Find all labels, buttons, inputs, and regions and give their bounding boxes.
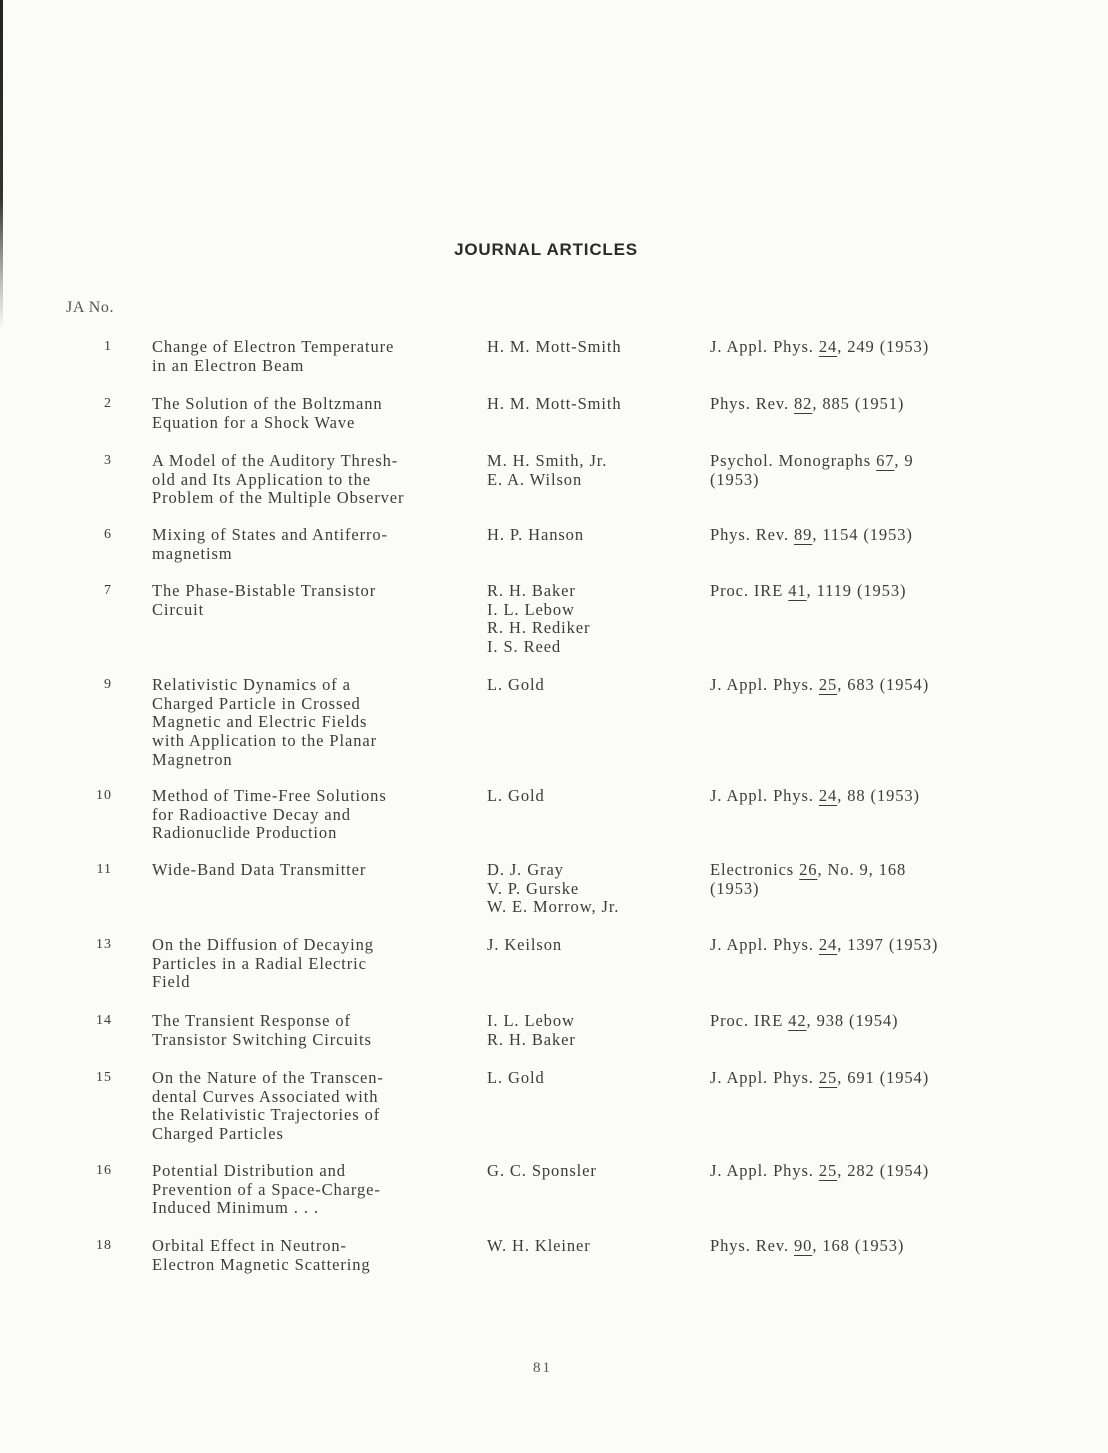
article-title: Wide-Band Data Transmitter	[152, 860, 367, 879]
article-authors: D. J. Gray V. P. Gurske W. E. Morrow, Jr.	[487, 860, 620, 917]
journal-name: Phys. Rev.	[710, 525, 789, 544]
citation-pages-year: , 9 (1953)	[710, 451, 914, 489]
article-citation	[710, 1237, 1010, 1256]
journal-name: J. Appl. Phys.	[710, 935, 814, 954]
journal-volume: 82	[794, 394, 813, 413]
article-title: On the Nature of the Transcen- dental Curves Associated with the Relativistic Trajectories of Charged Particles	[152, 1068, 384, 1144]
article-authors: W. H. Kleiner	[487, 1236, 591, 1255]
scan-edge-mark	[0, 0, 3, 330]
citation-pages-year: , 683 (1954)	[837, 675, 930, 694]
article-authors: H. P. Hanson	[487, 525, 584, 544]
journal-name: Proc. IRE	[710, 581, 784, 600]
article-title: The Solution of the Boltzmann Equation for a Shock Wave	[152, 394, 383, 432]
page-heading: JOURNAL ARTICLES	[454, 240, 638, 259]
ja-number: 3	[104, 453, 112, 468]
article-authors: M. H. Smith, Jr. E. A. Wilson	[487, 451, 608, 489]
journal-volume: 24	[818, 786, 838, 805]
article-title: Change of Electron Temperature in an Electron Beam	[152, 337, 395, 375]
article-title: A Model of the Auditory Thresh- old and Its Application to the Problem of the Multiple Observer	[152, 451, 405, 508]
journal-volume: 24	[818, 337, 838, 356]
journal-name: Electronics	[710, 860, 795, 879]
article-authors: J. Keilson	[487, 935, 562, 954]
article-citation	[710, 582, 1010, 601]
journal-name: J. Appl. Phys.	[710, 1161, 814, 1180]
article-citation	[710, 338, 1010, 357]
ja-number: 13	[96, 937, 112, 952]
article-authors: H. M. Mott-Smith	[487, 394, 622, 413]
citation-pages-year: , 938 (1954)	[806, 1011, 899, 1030]
journal-name: Psychol. Monographs	[710, 451, 872, 470]
citation-pages-year: , 1397 (1953)	[837, 935, 939, 954]
citation-pages-year: , 1154 (1953)	[812, 525, 913, 544]
journal-volume: 67	[876, 451, 895, 470]
citation-pages-year: , 885 (1951)	[812, 394, 905, 413]
article-title: The Phase-Bistable Transistor Circuit	[152, 581, 377, 619]
journal-name: Proc. IRE	[710, 1011, 784, 1030]
article-citation	[710, 1069, 1010, 1088]
article-authors: H. M. Mott-Smith	[487, 337, 622, 356]
page-number: 81	[533, 1360, 552, 1376]
article-citation	[710, 452, 1010, 489]
article-citation	[710, 861, 1010, 898]
citation-pages-year: , 249 (1953)	[837, 337, 930, 356]
article-citation	[710, 526, 1010, 545]
ja-number: 10	[96, 788, 112, 803]
journal-volume: 89	[794, 525, 813, 544]
article-title: Method of Time-Free Solutions for Radioactive Decay and Radionuclide Production	[152, 786, 387, 843]
article-title: Potential Distribution and Prevention of a Space-Charge- Induced Minimum . . .	[152, 1161, 381, 1218]
journal-volume: 41	[788, 581, 807, 600]
ja-number: 9	[104, 677, 112, 692]
journal-name: J. Appl. Phys.	[710, 337, 814, 356]
article-title: The Transient Response of Transistor Switching Circuits	[152, 1011, 372, 1049]
ja-number: 6	[104, 527, 112, 542]
citation-pages-year: , No. 9, 168 (1953)	[710, 860, 907, 898]
journal-volume: 25	[818, 1068, 838, 1087]
journal-volume: 25	[818, 675, 838, 694]
ja-number: 2	[104, 396, 112, 411]
article-title: On the Diffusion of Decaying Particles in a Radial Electric Field	[152, 935, 374, 992]
journal-name: Phys. Rev.	[710, 394, 789, 413]
article-title: Relativistic Dynamics of a Charged Particle in Crossed Magnetic and Electric Fields with Application to the Planar Magnetron	[152, 675, 377, 769]
journal-volume: 25	[818, 1161, 838, 1180]
journal-volume: 24	[818, 935, 838, 954]
article-citation	[710, 936, 1010, 955]
citation-pages-year: , 691 (1954)	[837, 1068, 930, 1087]
article-authors: I. L. Lebow R. H. Baker	[487, 1011, 576, 1049]
citation-pages-year: , 282 (1954)	[837, 1161, 930, 1180]
citation-pages-year: , 1119 (1953)	[806, 581, 907, 600]
ja-number: 16	[96, 1163, 112, 1178]
article-citation	[710, 1012, 1010, 1031]
journal-name: Phys. Rev.	[710, 1236, 789, 1255]
article-citation	[710, 676, 1010, 695]
journal-name: J. Appl. Phys.	[710, 1068, 814, 1087]
citation-pages-year: , 168 (1953)	[812, 1236, 905, 1255]
citation-pages-year: , 88 (1953)	[837, 786, 920, 805]
article-citation	[710, 787, 1010, 806]
journal-volume: 26	[799, 860, 818, 879]
ja-number: 1	[104, 339, 112, 354]
ja-number: 15	[96, 1070, 112, 1085]
article-citation	[710, 395, 1010, 414]
article-authors: L. Gold	[487, 1068, 545, 1087]
ja-number-column-label: JA No.	[66, 299, 115, 316]
article-citation	[710, 1162, 1010, 1181]
ja-number: 14	[96, 1013, 112, 1028]
journal-volume: 42	[788, 1011, 807, 1030]
ja-number: 18	[96, 1238, 112, 1253]
article-title: Orbital Effect in Neutron- Electron Magnetic Scattering	[152, 1236, 371, 1274]
article-authors: L. Gold	[487, 786, 545, 805]
journal-name: J. Appl. Phys.	[710, 675, 814, 694]
article-authors: L. Gold	[487, 675, 545, 694]
article-authors: G. C. Sponsler	[487, 1161, 597, 1180]
journal-volume: 90	[794, 1236, 813, 1255]
ja-number: 7	[104, 583, 112, 598]
ja-number: 11	[96, 862, 112, 877]
article-authors: R. H. Baker I. L. Lebow R. H. Rediker I. S. Reed	[487, 581, 591, 657]
article-title: Mixing of States and Antiferro- magnetism	[152, 525, 388, 563]
journal-name: J. Appl. Phys.	[710, 786, 814, 805]
